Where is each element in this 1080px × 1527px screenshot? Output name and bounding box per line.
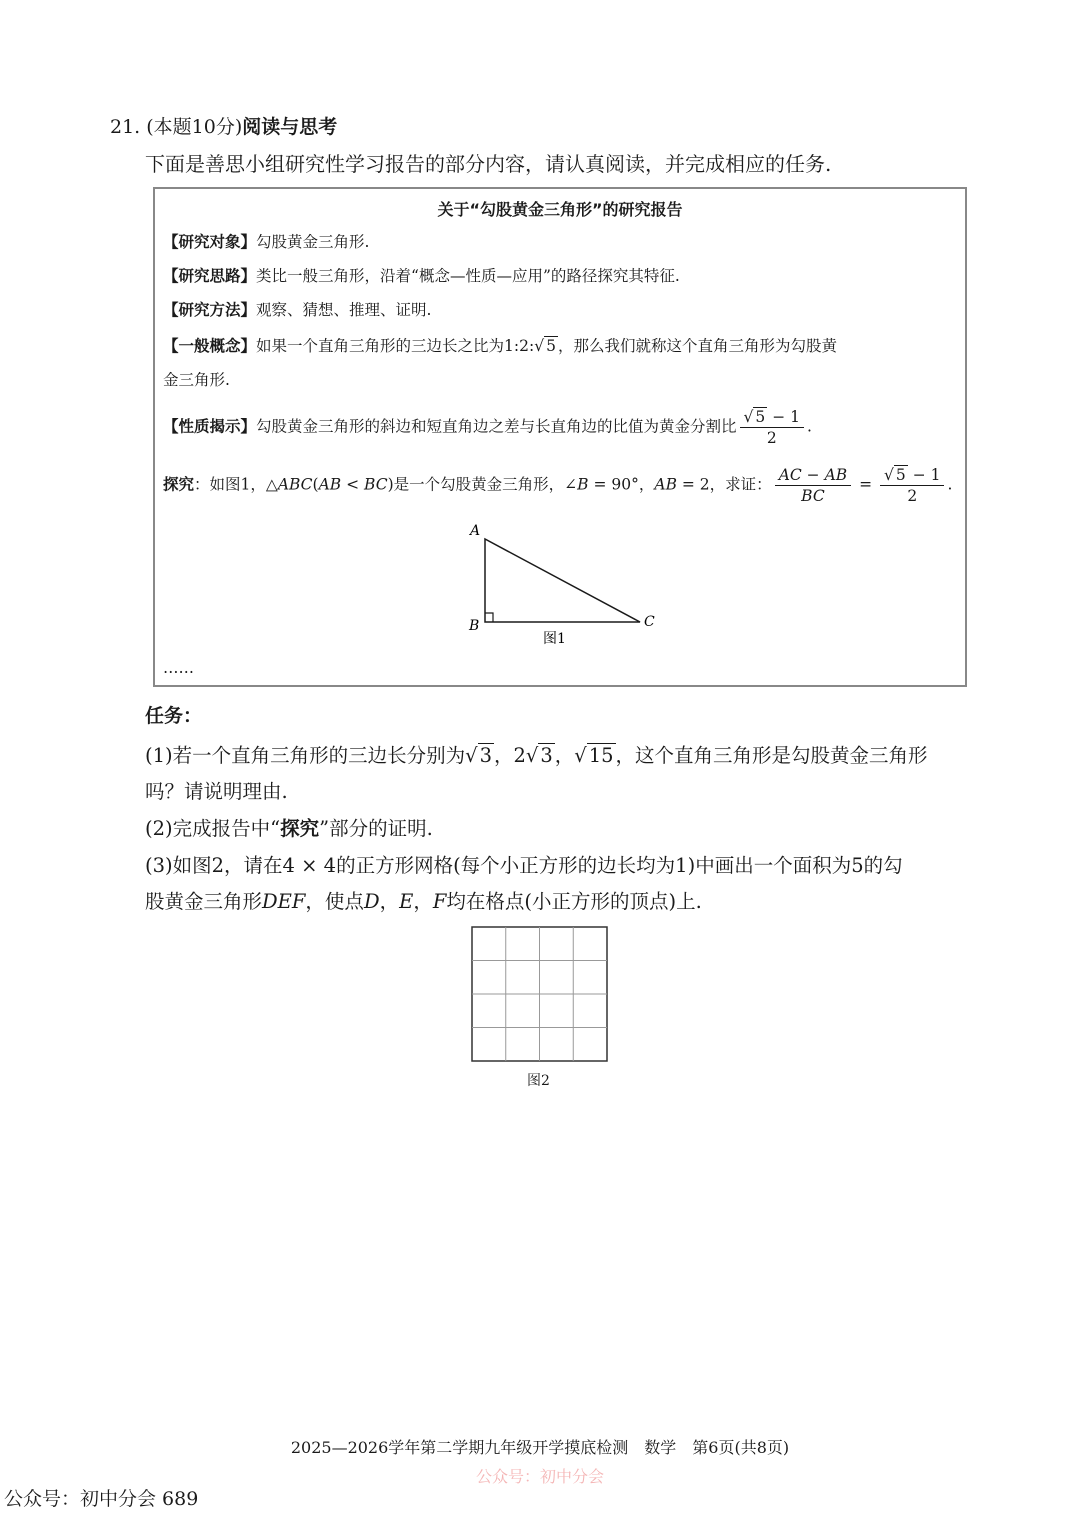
explore-angle-b: B xyxy=(577,475,589,494)
report-concept-text-a: 如果一个直角三角形的三边长之比为1:2: xyxy=(256,337,535,355)
tasks-label: 任务： xyxy=(145,705,203,727)
property-period: . xyxy=(807,417,812,436)
proof-rhs-radicand: 5 xyxy=(895,466,906,484)
explore-text-b: 是一个勾股黄金三角形，∠ xyxy=(393,475,578,494)
task-1-radicand-3: 15 xyxy=(588,744,614,767)
explore-text-d: = 2，求证： xyxy=(676,475,772,494)
proof-rhs-numerator: √ 5 − 1 xyxy=(880,465,944,486)
golden-ratio-denominator: 2 xyxy=(766,429,777,447)
task-1-radicand-1: 3 xyxy=(479,744,492,767)
sqrt-five-radicand: 5 xyxy=(546,337,556,355)
explore-ab: AB xyxy=(318,475,342,494)
report-idea-text: 类比一般三角形，沿着“概念—性质—应用”的路径探究其特征. xyxy=(256,267,680,285)
task-1-text-a: (1)若一个直角三角形的三边长分别为 xyxy=(145,744,466,767)
explore-paren-close: ) xyxy=(387,475,394,494)
task-3-point-d: D xyxy=(363,890,380,913)
explore-text-c: = 90°， xyxy=(588,475,655,494)
explore-text-a: ：如图1，△ xyxy=(194,475,278,494)
task-3-point-e: E xyxy=(399,890,414,913)
proof-rhs-fraction xyxy=(880,465,944,506)
report-idea-line xyxy=(163,265,680,287)
proof-equals: = xyxy=(854,475,878,494)
task-1-line-2: 吗？请说明理由. xyxy=(145,780,288,803)
task-1-sep-2: ， xyxy=(554,744,575,767)
corner-label: 公众号：初中分会 689 xyxy=(4,1488,199,1510)
task-3-line-2 xyxy=(145,888,702,915)
report-idea-tag: 【研究思路】 xyxy=(163,267,257,285)
report-object-text: 勾股黄金三角形. xyxy=(256,233,370,251)
explore-abc: ABC xyxy=(277,475,313,494)
task-3-comma-1: ， xyxy=(379,890,400,913)
figure-1-triangle xyxy=(455,519,665,651)
question-points: (本题10分) xyxy=(146,116,243,138)
task-2-text-a: (2)完成报告中“ xyxy=(145,817,281,840)
task-1-sep-1: ，2 xyxy=(493,744,526,767)
report-concept-text-c: 金三角形. xyxy=(163,371,230,389)
question-number: 21. xyxy=(110,116,141,138)
task-3-point-f: F xyxy=(432,890,447,913)
task-2-text-b: ”部分的证明. xyxy=(319,817,433,840)
report-method-line xyxy=(163,299,431,321)
task-3-def: DEF xyxy=(262,890,306,913)
proof-rhs-rest: − 1 xyxy=(907,466,941,484)
report-box xyxy=(153,187,967,687)
task-2-bold: 探究 xyxy=(280,817,320,840)
watermark: 公众号：初中分会 xyxy=(475,1467,604,1486)
question-intro: 下面是善思小组研究性学习报告的部分内容，请认真阅读，并完成相应的任务. xyxy=(145,152,832,176)
sqrt-five: √ 5 xyxy=(534,337,556,355)
report-property-text: 勾股黄金三角形的斜边和短直角边之差与长直角边的比值为黄金分割比 xyxy=(256,417,737,436)
explore-bc: BC xyxy=(364,475,388,494)
golden-num-rest: − 1 xyxy=(767,408,800,426)
task-3-text-b: 股黄金三角形 xyxy=(145,890,263,913)
vertex-b-label: B xyxy=(469,618,480,634)
report-title: 关于“勾股黄金三角形”的研究报告 xyxy=(437,200,683,219)
task-1-text-b: ，这个直角三角形是勾股黄金三角形 xyxy=(615,744,928,767)
report-explore-tag: 探究 xyxy=(163,475,195,494)
explore-period: . xyxy=(947,475,953,494)
proof-rhs-denominator: 2 xyxy=(907,487,918,505)
report-method-text: 观察、猜想、推理、证明. xyxy=(256,301,432,319)
figure-1-caption: 图1 xyxy=(543,631,566,647)
question-header xyxy=(110,114,337,140)
triangle-abc xyxy=(485,539,640,622)
proof-fraction xyxy=(775,465,851,506)
task-3-text-d: 均在格点(小正方形的顶点)上. xyxy=(446,890,702,913)
report-ellipsis: …… xyxy=(163,659,194,677)
right-angle-mark xyxy=(485,613,493,622)
question-title: 阅读与思考 xyxy=(242,116,338,138)
golden-num-radicand: 5 xyxy=(755,408,766,426)
task-1-sqrt-15: √ 15 xyxy=(574,744,614,767)
task-1-sqrt-3b: √ 3 xyxy=(525,744,553,767)
page-footer: 2025—2026学年第二学期九年级开学摸底检测 数学 第6页(共8页) xyxy=(290,1438,790,1457)
report-property-tag: 【性质揭示】 xyxy=(163,417,257,436)
explore-lt: < xyxy=(341,475,365,494)
report-concept-line xyxy=(163,335,837,357)
explore-ab2: AB xyxy=(654,475,677,494)
report-object-tag: 【研究对象】 xyxy=(163,233,257,251)
vertex-c-label: C xyxy=(644,614,655,630)
task-2-line xyxy=(145,815,433,842)
vertex-a-label: A xyxy=(470,523,481,539)
task-1-radicand-2: 3 xyxy=(540,744,553,767)
golden-ratio-numerator: √ 5 − 1 xyxy=(740,407,804,428)
task-3-line-1: (3)如图2，请在4 × 4的正方形网格(每个小正方形的边长均为1)中画出一个面积为5的勾 xyxy=(145,854,903,877)
explore-paren-open: ( xyxy=(312,475,319,494)
golden-ratio-fraction xyxy=(740,407,804,448)
task-1-line-1 xyxy=(145,742,928,769)
figure-2-grid xyxy=(470,926,610,1062)
report-explore-line xyxy=(163,465,952,506)
proof-numerator: AC − AB xyxy=(775,465,851,486)
proof-denominator: BC xyxy=(801,487,825,505)
figure-2-caption: 图2 xyxy=(527,1073,550,1089)
task-3-text-c: ，使点 xyxy=(305,890,364,913)
report-object-line xyxy=(163,231,369,253)
task-1-sqrt-3: √ 3 xyxy=(465,744,492,767)
task-3-comma-2: ， xyxy=(413,890,433,913)
report-concept-tag: 【一般概念】 xyxy=(163,337,257,355)
report-method-tag: 【研究方法】 xyxy=(163,301,257,319)
report-property-line xyxy=(163,407,812,448)
report-concept-text-b: ，那么我们就称这个直角三角形为勾股黄 xyxy=(557,337,837,355)
